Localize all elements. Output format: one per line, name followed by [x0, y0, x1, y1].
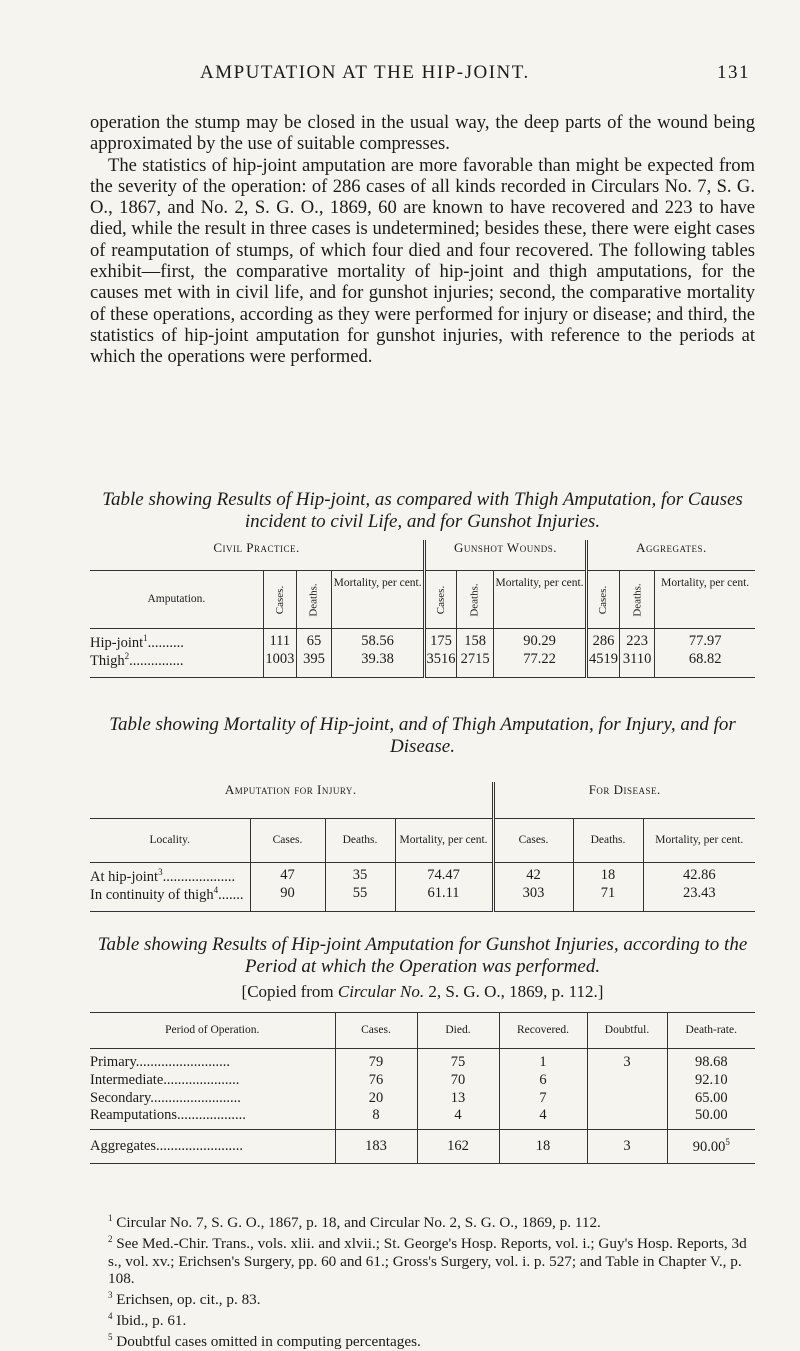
table2-col-mortality: Mortality, per cent. [643, 818, 755, 862]
table3-col-death-rate: Death-rate. [667, 1013, 755, 1049]
table-row-aggregate: Aggregates........................ 183 162 18 3 90.00$^5$ [90, 1129, 755, 1163]
table1-col-cases: Cases. [597, 585, 610, 614]
table1-col-deaths: Deaths. [631, 582, 644, 617]
footnote: $^1$ Circular No. 7, S. G. O., 1867, p. 18, and Circular No. 2, S. G. O., 1869, p. 112. [108, 1213, 601, 1232]
table3-source: [Copied from Circular No. 2, S. G. O., 1869, p. 112.] [241, 982, 604, 1001]
table1-col-mortality: Mortality, per cent. [655, 570, 755, 628]
table-row: Primary.......................... 79 75 1 3 98.68 [90, 1049, 755, 1072]
running-head [90, 62, 750, 92]
table3-col-period: Period of Operation. [165, 1024, 260, 1036]
table2-caption: Table showing Mortality of Hip-joint, and of Thigh Amputation, for Injury, and for Disease. [109, 714, 736, 757]
table2-col-deaths: Deaths. [325, 818, 395, 862]
table2-col-mortality: Mortality, per cent. [395, 818, 493, 862]
table-row: In continuity of thigh$^4$....... 90 55 61.11 303 71 23.43 [90, 885, 755, 911]
table2-col-cases: Cases. [493, 818, 573, 862]
table1-col-deaths: Deaths. [307, 582, 320, 617]
row-label: Hip-joint [90, 634, 144, 651]
table1-col-amputation: Amputation. [147, 592, 206, 605]
table1 [90, 540, 755, 678]
footnote: $^2$ See Med.-Chir. Trans., vols. xlii. and xlvii.; St. George's Hosp. Reports, vol. i.; Guy's Hosp. Reports, 3d s., vol. xv.; Erichsen's Surgery, pp. 60 and 61.; Gross's Surgery, vol. i. p. 527; and Table in Chapter V., p. 108. [108, 1234, 747, 1287]
table1-group-civil: Civil Practice. [213, 540, 300, 555]
table2-group-injury: Amputation for Injury. [224, 782, 357, 797]
table1-col-deaths: Deaths. [469, 582, 482, 617]
table-row: At hip-joint$^3$.................... 47 35 74.47 42 18 42.86 [90, 862, 755, 885]
table3-caption: Table showing Results of Hip-joint Amputation for Gunshot Injuries, according to the Period at which the Operation was performed. [97, 934, 748, 977]
table2-col-cases: Cases. [250, 818, 325, 862]
table3-col-cases: Cases. [335, 1013, 417, 1049]
footnote: $^5$ Doubtful cases omitted in computing percentages. [108, 1332, 421, 1351]
table-row: Intermediate..................... 76 70 6 92.10 [90, 1071, 755, 1089]
footnote: $^3$ Erichsen, op. cit., p. 83. [108, 1289, 261, 1308]
table-row: Hip-joint$^1$.......... 111 65 58.56 175 158 90.29 286 223 77.97 [90, 628, 755, 651]
table-row: Reamputations................... 8 4 4 50.00 [90, 1107, 755, 1129]
table2-col-deaths: Deaths. [573, 818, 643, 862]
table2 [90, 782, 755, 912]
table1-caption: Table showing Results of Hip-joint, as compared with Thigh Amputation, for Causes incident to civil Life, and for Gunshot Injuries. [102, 489, 743, 532]
table3 [90, 1012, 755, 1164]
footnotes [90, 1210, 755, 1351]
footnote: $^4$ Ibid., p. 61. [108, 1311, 187, 1330]
table1-col-cases: Cases. [435, 585, 448, 614]
running-head-title: AMPUTATION AT THE HIP-JOINT. [200, 62, 530, 83]
table1-group-gunshot: Gunshot Wounds. [425, 540, 587, 570]
body-text [90, 112, 755, 368]
table-row: Secondary......................... 20 13 7 65.00 [90, 1089, 755, 1107]
table3-col-died: Died. [417, 1013, 499, 1049]
paragraph: operation the stump may be closed in the usual way, the deep parts of the wound being approximated by the use of suitable compresses. [90, 112, 755, 155]
table3-col-recovered: Recovered. [499, 1013, 587, 1049]
row-label: Thigh [90, 653, 125, 670]
row-label: At hip-joint [90, 868, 159, 885]
table3-col-doubtful: Doubtful. [587, 1013, 667, 1049]
table1-col-cases: Cases. [273, 585, 286, 614]
page-number: 131 [717, 62, 750, 83]
table2-group-disease: For Disease. [493, 782, 755, 818]
table1-group-aggregates: Aggregates. [586, 540, 755, 570]
paragraph: The statistics of hip-joint amputation are more favorable than might be expected from the severity of the operation: of 286 cases of all kinds recorded in Circulars No. 7, S. G. O., 1867, and No. 2, S. G. O., 1869, 60 are known to have recovered and 223 to have died, while the result in three cases is undetermined; besides these, there were eight cases of reamputation of stumps, of which four died and four recovered. The following tables exhibit—first, the comparative mortality of hip-joint and thigh amputations, for the causes met with in civil life, and for gunshot injuries; second, the comparative mortality of these operations, according as they were performed for injury or disease; and third, the statistics of hip-joint amputation for gunshot injuries, with reference to the periods at which the operations were performed. [90, 154, 756, 368]
table-row: Thigh$^2$............... 1003 395 39.38 3516 2715 77.22 4519 3110 68.82 [90, 651, 755, 677]
table1-col-mortality: Mortality, per cent. [494, 570, 587, 628]
table2-col-locality: Locality. [149, 833, 190, 846]
row-label: In continuity of thigh [90, 887, 214, 904]
table1-col-mortality: Mortality, per cent. [332, 570, 425, 628]
